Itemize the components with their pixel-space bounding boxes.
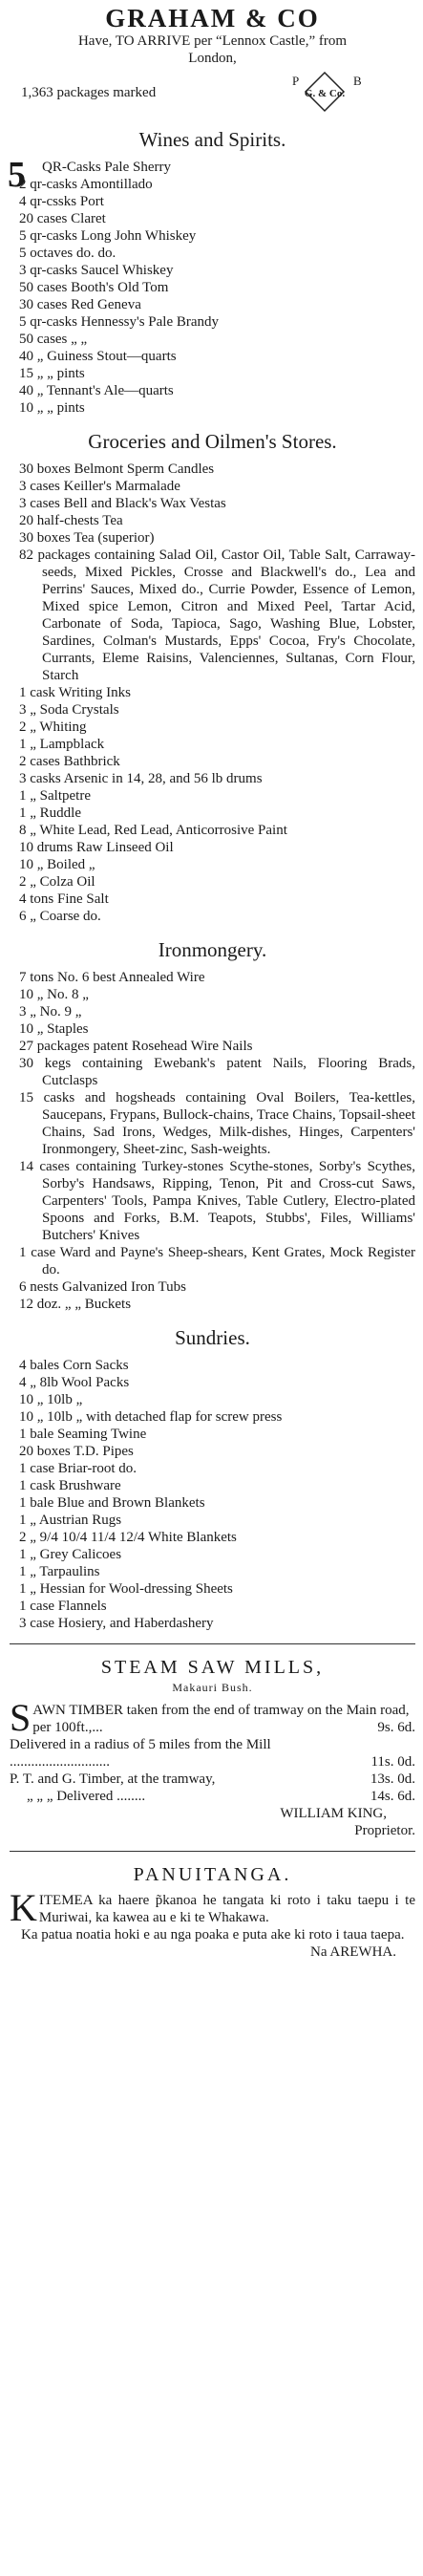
list-item: 30 boxes Tea (superior) [19, 530, 155, 546]
wines-list [8, 155, 415, 417]
list-item: 1 „ Austrian Rugs [19, 1513, 122, 1528]
sundries-list [10, 1357, 415, 1632]
packages-count: 1,363 packages marked [21, 85, 157, 100]
list-item: 1 case Ward and Payne's Sheep-shears, Kent Grates, Mock Register do. [19, 1245, 415, 1277]
list-item: 14 cases containing Turkey-stones Scythe-stones, Sorby's Scythes, Sorby's Handsaws, Ripping, Tenon, Pit and Cross-cut Saws, Carpenters' Tools, Pampa Knives, Table Cutlery, Electro-plated Spoons and Forks, B.M. Teapots, Stubbs', Files, Williams' Butchers' Knives [19, 1159, 415, 1243]
groceries-list [10, 461, 415, 925]
price-row-label: Delivered in a radius of 5 miles from the Mill ............................ [10, 1737, 271, 1770]
price-row-label: P. T. and G. Timber, at the tramway, [10, 1771, 216, 1787]
list-item: 8 „ White Lead, Red Lead, Anticorrosive Paint [19, 823, 287, 838]
panuitanga-text-2: Ka patua noatia hoki e au nga poaka e puta ake ki roto i taua taepa. [21, 1927, 405, 1943]
list-item: 50 cases Booth's Old Tom [19, 280, 169, 295]
list-item: 10 „ Staples [19, 1021, 89, 1037]
ironmongery-heading: Ironmongery. [158, 938, 267, 961]
list-item: 20 boxes T.D. Pipes [19, 1444, 134, 1459]
list-item: 10 „ 10lb „ [19, 1392, 83, 1407]
price-row-pt [10, 1771, 415, 1788]
mark-letter-p: P [292, 74, 300, 88]
list-item: 6 nests Galvanized Iron Tubs [19, 1279, 186, 1295]
drop-cap: K [10, 1886, 37, 1929]
list-item: 2 „ 9/4 10/4 11/4 12/4 White Blankets [19, 1530, 237, 1545]
advert-title: GRAHAM & CO [105, 4, 320, 32]
list-item: 15 „ „ pints [19, 366, 85, 381]
price-row-pt-delivered [10, 1788, 415, 1805]
list-item: 3 „ No. 9 „ [19, 1004, 82, 1020]
list-item: 5 qr-casks Long John Whiskey [19, 228, 197, 244]
panuitanga-heading: PANUITANGA. [133, 1864, 292, 1885]
list-item: 2 „ Whiting [19, 719, 87, 735]
list-item: 3 qr-casks Saucel Whiskey [19, 263, 174, 278]
list-item: 4 qr-cssks Port [19, 194, 104, 209]
list-item: 4 tons Fine Salt [19, 891, 109, 907]
list-item: 27 packages patent Rosehead Wire Nails [19, 1039, 253, 1054]
list-item: 1 „ Lampblack [19, 737, 105, 752]
mills-signature: WILLIAM KING, [280, 1806, 387, 1821]
list-item: 15 casks and hogsheads containing Oval Boilers, Tea-kettles, Saucepans, Frypans, Bullock-chains, Trace Chains, Topsail-sheet Chains, Sad Irons, Wedges, Milk-dishes, Hinges, Carpenters' Ironmongery, Sheet-zinc, Sash-weights. [19, 1090, 415, 1157]
list-item: 1 case Briar-root do. [19, 1461, 137, 1476]
mills-location: Makauri Bush. [172, 1681, 253, 1694]
list-item: 3 casks Arsenic in 14, 28, and 56 lb drums [19, 771, 263, 786]
list-item: 40 „ Tennant's Ale—quarts [19, 383, 174, 398]
ironmongery-list [10, 969, 415, 1313]
mills-price-list [10, 1696, 415, 1839]
mills-heading: STEAM SAW MILLS, [100, 1657, 325, 1678]
list-item: 4 „ 8lb Wool Packs [19, 1375, 130, 1390]
list-item: 2 qr-casks Amontillado [19, 177, 153, 192]
list-item: 1 „ Tarpaulins [19, 1564, 100, 1579]
list-item: 3 cases Keiller's Marmalade [19, 479, 180, 494]
arrival-line: Have, TO ARRIVE per “Lennox Castle,” from [77, 33, 348, 49]
list-item: 7 tons No. 6 best Annealed Wire [19, 970, 205, 985]
section-divider [10, 1851, 415, 1852]
origin-line: London, [188, 51, 237, 66]
list-item: 1 „ Grey Calicoes [19, 1547, 122, 1562]
wines-heading: Wines and Spirits. [138, 128, 286, 151]
list-item: 3 „ Soda Crystals [19, 702, 119, 718]
big-number: 5 [8, 155, 26, 195]
list-item: 10 „ Boiled „ [19, 857, 95, 872]
list-item: 20 cases Claret [19, 211, 106, 226]
list-item: 5 qr-casks Hennessy's Pale Brandy [19, 314, 220, 330]
list-item: 6 „ Coarse do. [19, 909, 101, 924]
list-item: 1 cask Writing Inks [19, 685, 132, 700]
list-item: 40 „ Guiness Stout—quarts [19, 349, 177, 364]
mark-letter-b: B [353, 74, 362, 88]
list-item: 30 kegs containing Ewebank's patent Nails, Flooring Brads, Cutclasps [19, 1056, 415, 1088]
list-item: 20 half-chests Tea [19, 513, 123, 528]
list-item: 1 bale Seaming Twine [19, 1427, 147, 1442]
list-item: 30 boxes Belmont Sperm Candles [19, 462, 215, 477]
price-row-value: 13s. 0d. [370, 1771, 415, 1787]
list-item: 12 doz. „ „ Buckets [19, 1297, 132, 1312]
list-item: 3 case Hosiery, and Haberdashery [19, 1616, 214, 1631]
price-row-delivered [10, 1736, 415, 1771]
list-item: 1 „ Hessian for Wool-dressing Sheets [19, 1581, 233, 1597]
list-item: 50 cases „ „ [19, 332, 88, 347]
shipping-mark-diamond [304, 71, 346, 113]
list-item: 1 case Flannels [19, 1599, 107, 1614]
list-item: 2 cases Bathbrick [19, 754, 120, 769]
mark-center-text: G. & Co. [304, 88, 346, 99]
list-item: 1 bale Blue and Brown Blankets [19, 1495, 205, 1511]
list-item: 1 „ Ruddle [19, 805, 81, 821]
list-item: 10 drums Raw Linseed Oil [19, 840, 174, 855]
price-row-value: 9s. 6d. [377, 1720, 415, 1735]
mills-proprietor: Proprietor. [354, 1823, 415, 1838]
list-item: 5 QR-Casks Pale Sherry [8, 155, 171, 195]
price-row-value: 14s. 6d. [370, 1789, 415, 1804]
list-item: 30 cases Red Geneva [19, 297, 141, 312]
list-item: 4 bales Corn Sacks [19, 1358, 129, 1373]
price-row-tramway [10, 1696, 415, 1739]
list-item: 10 „ No. 8 „ [19, 987, 89, 1002]
sundries-heading: Sundries. [175, 1326, 250, 1349]
groceries-heading: Groceries and Oilmen's Stores. [88, 430, 337, 453]
list-item: 82 packages containing Salad Oil, Castor Oil, Table Salt, Carraway-seeds, Mixed Pickles, Crosse and Blackwell's do., Lea and Perrins' Sauces, Mixed do., Currie Powder, Essence of Lemon, Mixed spice Lemon, Citron and Mixed Peel, Tartar Acid, Carbonate of Soda, Tapioca, Sago, Washing Blue, Lobster, Sardines, Colman's Mustards, Epps' Cocoa, Fry's Chocolate, Currants, Eleme Raisins, Valenciennes, Sultanas, Corn Flour, Starch [19, 547, 415, 683]
list-item: 3 cases Bell and Black's Wax Vestas [19, 496, 226, 511]
list-item: 1 cask Brushware [19, 1478, 121, 1493]
list-item: 5 octaves do. do. [19, 246, 116, 261]
panuitanga-body [10, 1886, 415, 1929]
list-item: 2 „ Colza Oil [19, 874, 95, 890]
list-item: 10 „ 10lb „ with detached flap for screw press [19, 1409, 283, 1425]
shipping-mark-row [10, 67, 415, 115]
list-item: 1 „ Saltpetre [19, 788, 91, 804]
price-row-value: 11s. 0d. [370, 1754, 415, 1770]
section-divider [10, 1643, 415, 1644]
drop-cap: S [10, 1696, 32, 1739]
list-item: 10 „ „ pints [19, 400, 85, 416]
price-row-label: AWN TIMBER taken from the end of tramway on the Main road, per 100ft.,... [32, 1703, 410, 1735]
panuitanga-text: ITEMEA ka haere p̃kanoa he tangata ki roto i taku taepu i te Muriwai, ka kawea au e ki te Whakawa. [38, 1893, 415, 1925]
price-row-label: „ „ „ Delivered ........ [27, 1789, 146, 1804]
panuitanga-signature: Na AREWHA. [310, 1944, 396, 1960]
